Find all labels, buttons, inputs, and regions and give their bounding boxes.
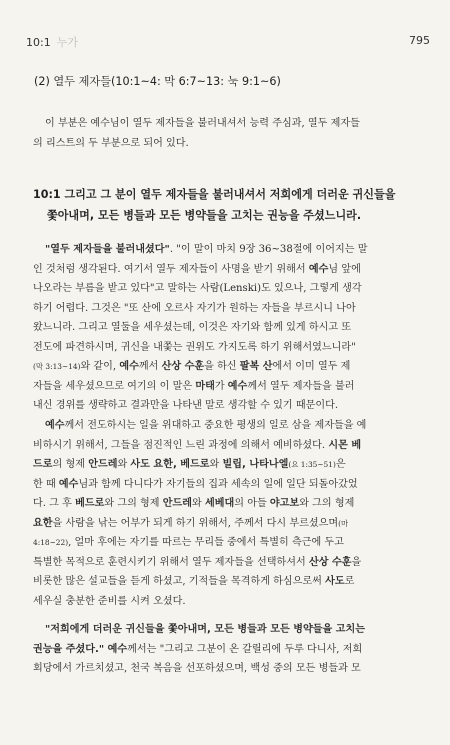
text-line: 쫓아내며, 모든 병들과 모든 병약들을 고치는 권능을 주셨느니라. xyxy=(47,209,362,222)
commentary-paragraph-2 xyxy=(33,416,431,611)
text-line: "저희에게 더러운 귀신들을 쫓아내며, 모든 병들과 모든 병약들을 고치는 xyxy=(45,624,365,635)
scripture-ref: (요 1:35~51) xyxy=(288,460,336,469)
text-line: 권능을 주셨다." 예수께서는 "그리고 그분이 온 갈릴리에 두루 다니사, 저희 xyxy=(33,643,363,655)
bleed-through-text: 누가 xyxy=(56,36,78,49)
text-line: 드로의 형제 안드레와 사도 요한, 베드로와 빌립, 나타나엘(요 1:35~51)은 xyxy=(33,459,346,470)
commentary-paragraph-3 xyxy=(33,620,431,679)
text-line: (막 3:13~14)와 같이, 예수께서 산상 수훈을 하신 팔복 산에서 이미 열두 제 xyxy=(33,361,351,372)
text-line: 4:18~22), 얼마 후에는 자기를 따르는 무리들 중에서 특별히 측근에 두고 xyxy=(33,537,344,548)
scripture-ref: 4:18~22) xyxy=(33,538,69,547)
text-line: 10:1 그리고 그 분이 열두 제자들을 불러내셔서 저희에게 더러운 귀신들을 xyxy=(33,188,396,201)
verse-text xyxy=(33,184,433,226)
text-line: 의 리스트의 두 부분으로 되어 있다. xyxy=(33,137,189,149)
text-line: 다. 그 후 베드로와 그의 형제 안드레와 세베대의 아들 야고보와 그의 형제 xyxy=(33,498,355,509)
text-line: 내신 경위를 생략하고 결과만을 나타낸 말로 생각할 수 있기 때문이다. xyxy=(33,400,339,411)
text-line: 나오라는 부름을 받고 있다"고 말하는 사람(Lenski)도 있으나, 그렇게 생각 xyxy=(33,283,362,294)
text-line: 자들을 세우셨으므로 여기의 이 말은 마태가 예수께서 열두 제자들을 불러 xyxy=(33,380,355,392)
text-line: 전도에 파견하시며, 귀신을 내쫓는 권위도 가지도록 하기 위해서였느니라" xyxy=(33,341,356,353)
page-number: 795 xyxy=(409,34,430,47)
text-line: 한 때 예수님과 함께 다니다가 자기들의 집과 세속의 일에 일단 되돌아갔었 xyxy=(33,478,358,490)
chapter-reference: 10:1 xyxy=(26,36,51,49)
text-line: 하기 어렵다. 그것은 "또 산에 오르사 자기가 원하는 자들을 부르시니 나아 xyxy=(33,302,356,314)
intro-paragraph xyxy=(33,114,431,153)
section-title: (2) 열두 제자들(10:1~4: 막 6:7~13: 눅 9:1~6) xyxy=(34,75,281,88)
scripture-ref: (막 3:13~14) xyxy=(33,362,81,371)
text-line: 비하시기 위해서, 그들을 점진적인 느린 과정에 의해서 예비하셨다. 시몬 베 xyxy=(33,439,362,451)
text-line: "열두 제자들을 불러내셨다". "이 말이 마치 9장 36~38절에 이어지는 말 xyxy=(45,244,368,255)
quoted-phrase: "열두 제자들을 불러내셨다" xyxy=(45,244,170,255)
commentary-paragraph-1 xyxy=(33,240,431,416)
text-line: 세우실 충분한 준비를 시켜 오셨다. xyxy=(33,595,186,607)
text-line: 회당에서 가르치셨고, 천국 복음을 선포하셨으며, 백성 중의 모든 병들과 모 xyxy=(33,663,361,674)
text-line: 비롯한 많은 설교들을 듣게 하셨고, 기적들을 목격하게 하심으로써 사도로 xyxy=(33,576,355,587)
text-line: 특별한 목적으로 훈련시키기 위해서 열두 제자들을 선택하셔서 산상 수훈을 xyxy=(33,556,362,568)
text-line: 인 것처럼 생각된다. 여기서 열두 제자들이 사명을 받기 위해서 예수님 앞에 xyxy=(33,263,361,275)
text-line: 요한을 사람을 낚는 어부가 되게 하기 위해서, 주께서 다시 부르셨으며(마 xyxy=(33,517,349,529)
text-line: 이 부분은 예수님이 열두 제자들을 불러내셔서 능력 주심과, 열두 제자들 xyxy=(45,118,360,129)
page-header xyxy=(26,34,430,52)
text-line: 예수께서 전도하시는 일을 위대하고 중요한 평생의 일로 삼을 제자들을 예 xyxy=(45,420,367,431)
text-line: 왔느니라. 그리고 열둘을 세우셨는데, 이것은 자기와 함께 있게 하시고 또 xyxy=(33,322,352,333)
